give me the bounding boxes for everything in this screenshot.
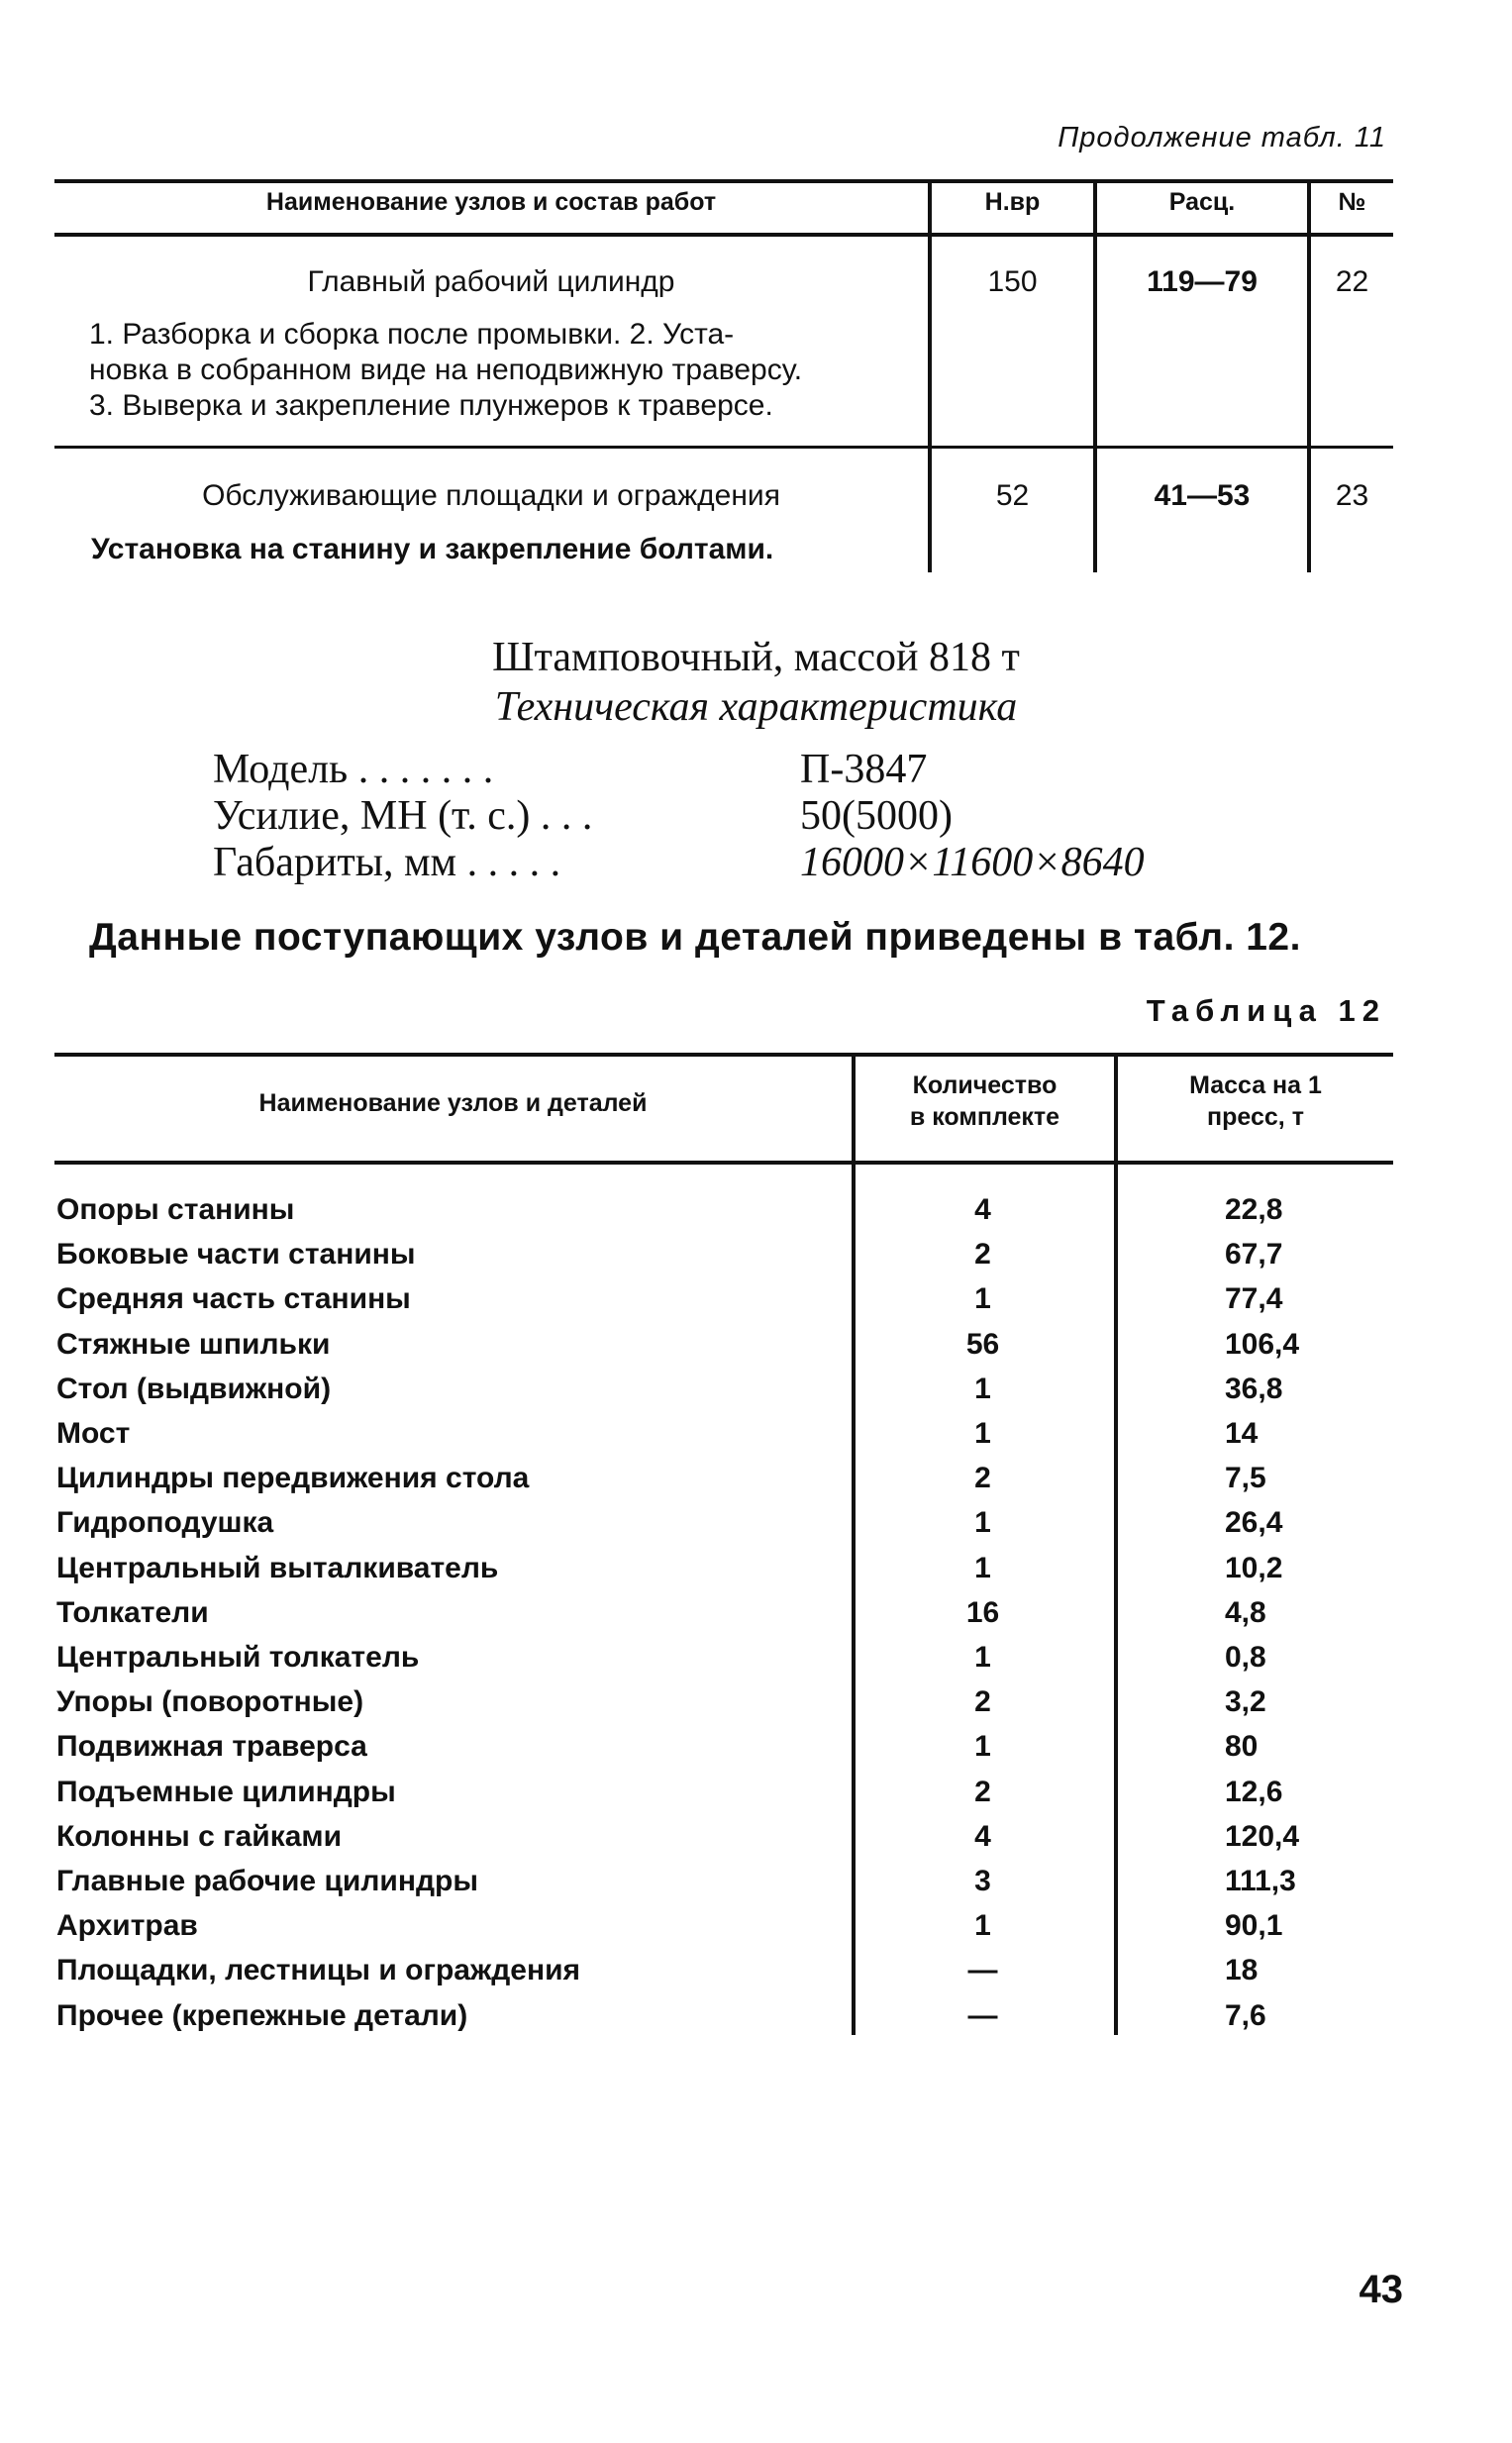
- part-mass: 111,3: [1225, 1865, 1296, 1897]
- part-name: Архитрав: [56, 1909, 198, 1942]
- part-name: Стяжные шпильки: [56, 1328, 331, 1361]
- part-quantity: 56: [965, 1328, 1000, 1361]
- table12-header-qty: [856, 1069, 1114, 1133]
- table11-header-num: №: [1338, 188, 1366, 216]
- part-mass: 36,8: [1225, 1373, 1283, 1405]
- table11-row-description: Установка на станину и закрепление болтами.: [91, 533, 774, 565]
- table11-col-divider: [928, 179, 932, 572]
- part-mass: 26,4: [1225, 1506, 1283, 1539]
- part-mass: 106,4: [1225, 1328, 1300, 1361]
- table11-header-name: Наименование узлов и состав работ: [265, 188, 717, 216]
- part-quantity: 2: [974, 1776, 991, 1808]
- part-quantity: 4: [974, 1193, 991, 1226]
- part-mass: 7,6: [1225, 1999, 1266, 2032]
- part-quantity: 1: [974, 1641, 991, 1674]
- table12-caption: Таблица 12: [1146, 993, 1386, 1028]
- spec-value: 16000×11600×8640: [800, 840, 1145, 885]
- part-quantity: 2: [974, 1685, 991, 1718]
- table11-row-title: Главный рабочий цилиндр: [307, 265, 675, 298]
- part-name: Главные рабочие цилиндры: [56, 1865, 478, 1897]
- part-mass: 14: [1225, 1417, 1259, 1450]
- part-quantity: 16: [965, 1596, 1000, 1629]
- part-name: Подъемные цилиндры: [56, 1776, 396, 1808]
- part-name: Колонны с гайками: [56, 1820, 343, 1853]
- part-quantity: 1: [974, 1730, 991, 1763]
- part-name: Мост: [56, 1417, 131, 1450]
- part-name: Площадки, лестницы и ограждения: [56, 1954, 581, 1986]
- table12-header-mass: [1118, 1069, 1393, 1133]
- part-quantity: 2: [974, 1462, 991, 1494]
- part-name: Центральный толкатель: [56, 1641, 420, 1674]
- part-quantity: —: [967, 1999, 998, 2032]
- table12-header-name: Наименование узлов и деталей: [258, 1089, 648, 1117]
- part-mass: 67,7: [1225, 1238, 1283, 1271]
- part-quantity: 1: [974, 1373, 991, 1405]
- table11-num-value: 22: [1335, 265, 1369, 298]
- table11-header-rule: [54, 233, 1393, 237]
- header-line: пресс, т: [1207, 1103, 1304, 1131]
- part-quantity: 1: [974, 1417, 991, 1450]
- part-name: Центральный выталкиватель: [56, 1552, 499, 1584]
- part-mass: 80: [1225, 1730, 1259, 1763]
- table11-norm-value: 150: [987, 265, 1038, 298]
- page-number: 43: [1359, 2268, 1403, 2311]
- spec-value: П-3847: [800, 747, 928, 792]
- part-quantity: —: [967, 1954, 998, 1986]
- table11-col-divider: [1093, 179, 1097, 572]
- table11-header-norm: Н.вр: [984, 188, 1041, 216]
- part-mass: 3,2: [1225, 1685, 1266, 1718]
- part-name: Упоры (поворотные): [56, 1685, 364, 1718]
- reference-note: Данные поступающих узлов и деталей приведены в табл. 12.: [89, 916, 1301, 959]
- part-mass: 77,4: [1225, 1282, 1283, 1315]
- part-mass: 12,6: [1225, 1776, 1283, 1808]
- part-quantity: 1: [974, 1552, 991, 1584]
- part-quantity: 1: [974, 1506, 991, 1539]
- part-mass: 4,8: [1225, 1596, 1266, 1629]
- table11-row-title: Обслуживающие площадки и ограждения: [202, 479, 780, 512]
- table11-row-description: [89, 317, 913, 424]
- part-quantity: 3: [974, 1865, 991, 1897]
- spec-label: Модель . . . . . . .: [213, 747, 494, 792]
- spec-title: Штамповочный, массой 818 т: [492, 635, 1020, 680]
- spec-value: 50(5000): [800, 793, 953, 839]
- part-mass: 10,2: [1225, 1552, 1283, 1584]
- header-line: Количество: [912, 1071, 1058, 1099]
- part-quantity: 4: [974, 1820, 991, 1853]
- header-line: Масса на 1: [1189, 1071, 1322, 1099]
- description-line: 3. Выверка и закрепление плунжеров к траверсе.: [89, 389, 773, 422]
- continuation-caption: Продолжение табл. 11: [1058, 122, 1386, 153]
- table12-top-rule: [54, 1053, 1393, 1057]
- part-name: Прочее (крепежные детали): [56, 1999, 468, 2032]
- part-name: Стол (выдвижной): [56, 1373, 332, 1405]
- spec-subtitle: Техническая характеристика: [494, 684, 1018, 730]
- part-name: Цилиндры передвижения стола: [56, 1462, 530, 1494]
- header-line: в комплекте: [909, 1103, 1060, 1131]
- part-name: Гидроподушка: [56, 1506, 274, 1539]
- part-mass: 0,8: [1225, 1641, 1266, 1674]
- part-mass: 7,5: [1225, 1462, 1266, 1494]
- part-quantity: 2: [974, 1238, 991, 1271]
- table11-price-value: 41—53: [1154, 479, 1251, 512]
- part-mass: 90,1: [1225, 1909, 1283, 1942]
- table11-row-rule: [54, 446, 1393, 449]
- spec-label: Усилие, МН (т. с.) . . .: [213, 793, 593, 839]
- table11-num-value: 23: [1335, 479, 1369, 512]
- table11-price-value: 119—79: [1147, 265, 1258, 298]
- table12-col-divider: [1114, 1053, 1118, 2035]
- part-quantity: 1: [974, 1909, 991, 1942]
- part-mass: 18: [1225, 1954, 1259, 1986]
- part-mass: 120,4: [1225, 1820, 1300, 1853]
- description-line: новка в собранном виде на неподвижную траверсу.: [89, 354, 803, 386]
- table11-header-price: Расц.: [1168, 188, 1236, 216]
- table11-col-divider: [1307, 179, 1311, 572]
- part-name: Подвижная траверса: [56, 1730, 367, 1763]
- spec-label: Габариты, мм . . . . .: [213, 840, 561, 885]
- part-quantity: 1: [974, 1282, 991, 1315]
- part-name: Средняя часть станины: [56, 1282, 411, 1315]
- part-mass: 22,8: [1225, 1193, 1283, 1226]
- table11-norm-value: 52: [995, 479, 1030, 512]
- part-name: Боковые части станины: [56, 1238, 416, 1271]
- table12-header-rule: [54, 1161, 1393, 1165]
- description-line: 1. Разборка и сборка после промывки. 2. Уста-: [89, 318, 735, 351]
- part-name: Опоры станины: [56, 1193, 295, 1226]
- part-name: Толкатели: [56, 1596, 209, 1629]
- table11-top-rule: [54, 179, 1393, 183]
